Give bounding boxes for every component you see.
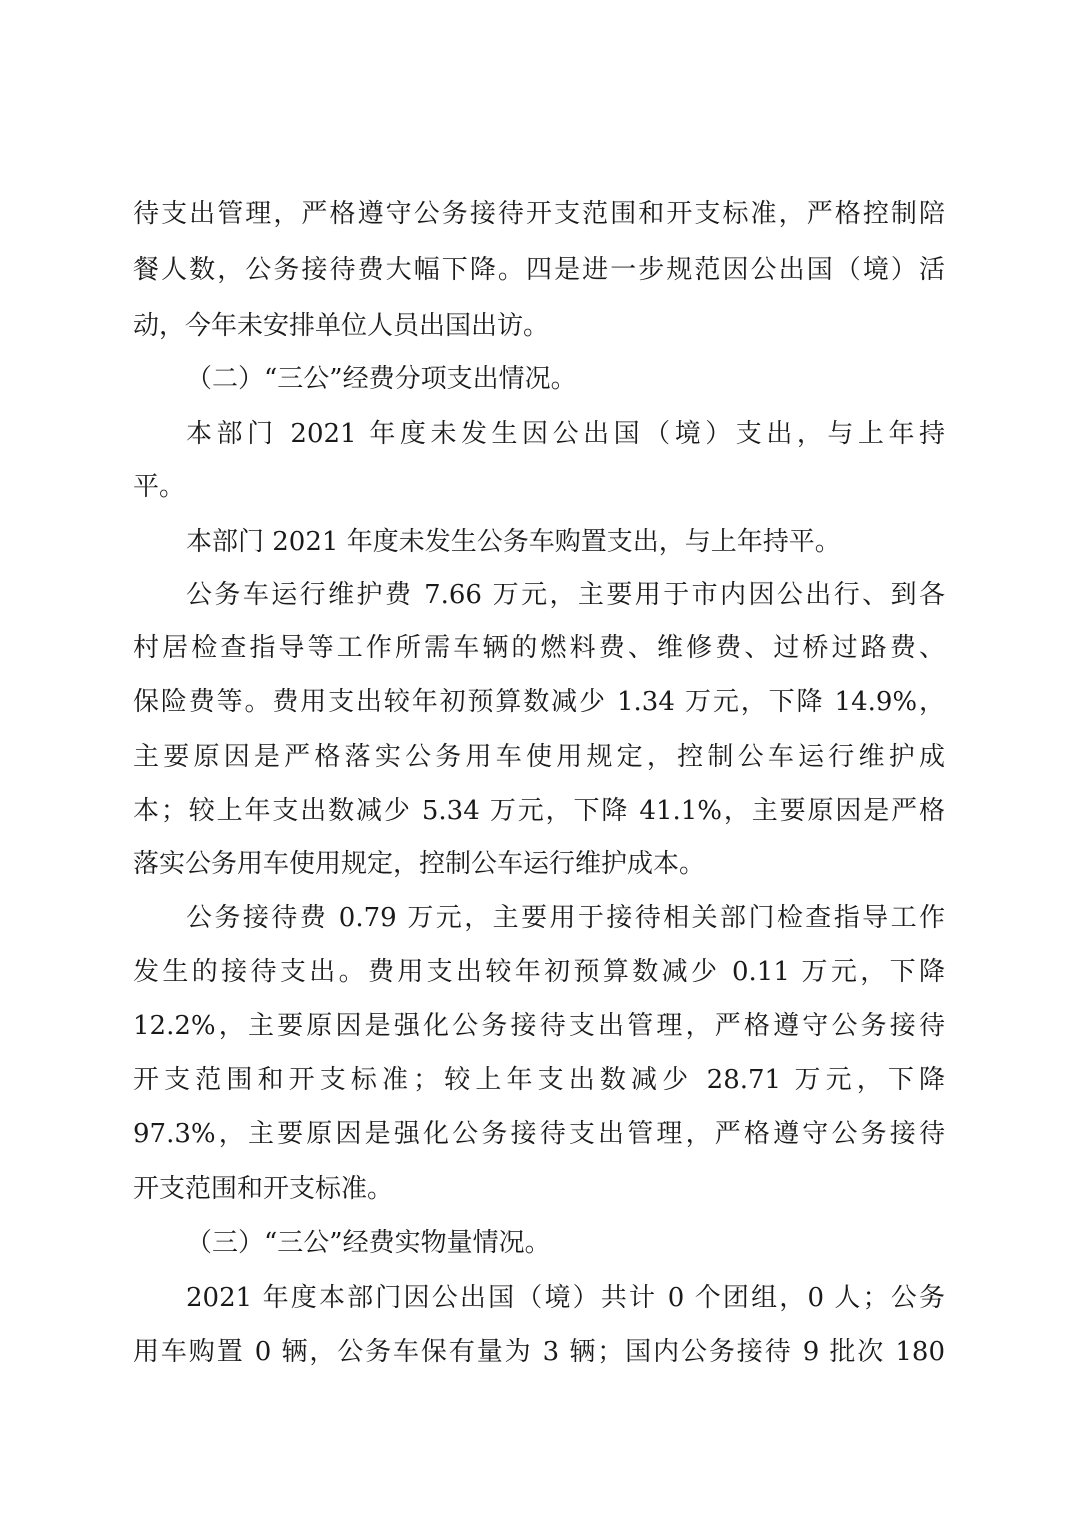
paragraph-line: 12.2%，主要原因是强化公务接待支出管理，严格遵守公务接待 [133, 1011, 945, 1041]
paragraph-line: 开支范围和开支标准；较上年支出数减少 28.71 万元，下降 [133, 1065, 945, 1095]
paragraph-line: 落实公务用车使用规定，控制公车运行维护成本。 [133, 849, 706, 879]
paragraph-line: 用车购置 0 辆，公务车保有量为 3 辆；国内公务接待 9 批次 180 [133, 1337, 945, 1367]
paragraph-line: 平。 [133, 472, 186, 502]
paragraph-line: 本部门 2021 年度未发生因公出国（境）支出，与上年持 [186, 419, 945, 449]
paragraph-line: 公务车运行维护费 7.66 万元，主要用于市内因公出行、到各 [186, 580, 945, 610]
paragraph-line: 公务接待费 0.79 万元，主要用于接待相关部门检查指导工作 [186, 903, 945, 933]
paragraph-line: 发生的接待支出。费用支出较年初预算数减少 0.11 万元，下降 [133, 957, 945, 987]
paragraph-line: 待支出管理，严格遵守公务接待开支范围和开支标准，严格控制陪 [133, 199, 945, 229]
paragraph-line: 动，今年未安排单位人员出国出访。 [133, 311, 550, 341]
paragraph-line: 开支范围和开支标准。 [133, 1174, 394, 1204]
paragraph-line: 97.3%，主要原因是强化公务接待支出管理，严格遵守公务接待 [133, 1119, 945, 1149]
paragraph-line: 保险费等。费用支出较年初预算数减少 1.34 万元，下降 14.9%， [133, 687, 945, 717]
paragraph-line: 本；较上年支出数减少 5.34 万元，下降 41.1%，主要原因是严格 [133, 796, 945, 826]
paragraph-line: 本部门 2021 年度未发生公务车购置支出，与上年持平。 [186, 527, 841, 557]
paragraph-line: 主要原因是严格落实公务用车使用规定，控制公车运行维护成 [133, 742, 945, 772]
paragraph-line: 餐人数，公务接待费大幅下降。四是进一步规范因公出国（境）活 [133, 255, 945, 285]
section-heading: （二）“三公”经费分项支出情况。 [186, 364, 577, 394]
paragraph-line: 2021 年度本部门因公出国（境）共计 0 个团组，0 人；公务 [186, 1283, 945, 1313]
section-heading: （三）“三公”经费实物量情况。 [186, 1228, 551, 1258]
paragraph-line: 村居检查指导等工作所需车辆的燃料费、维修费、过桥过路费、 [133, 633, 945, 663]
